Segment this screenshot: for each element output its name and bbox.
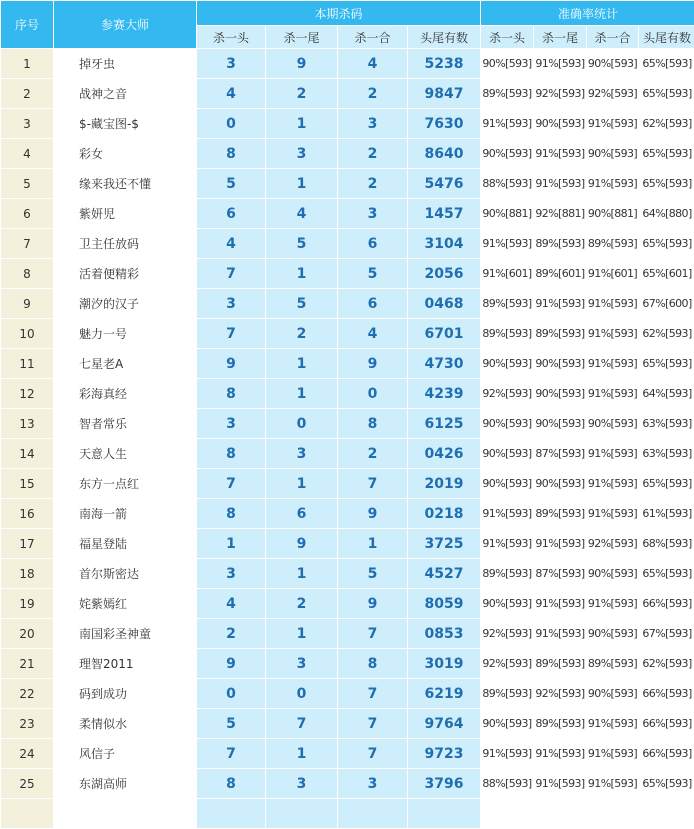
kill-tail: 1 xyxy=(266,349,337,378)
kill-tail: 3 xyxy=(266,139,337,168)
kill-tail: 5 xyxy=(266,229,337,258)
accuracy-sum: 89%[593] xyxy=(587,649,638,678)
kill-head: 4 xyxy=(197,589,265,618)
kill-head: 6 xyxy=(197,199,265,228)
accuracy-tail: 90%[593] xyxy=(534,409,586,438)
accuracy-tail: 90%[593] xyxy=(534,349,586,378)
kill-tail: 1 xyxy=(266,559,337,588)
kill-tail: 2 xyxy=(266,589,337,618)
kill-tail: 1 xyxy=(266,379,337,408)
master-name-link[interactable]: 魅力一号 xyxy=(54,319,196,348)
accuracy-head-tail: 65%[593] xyxy=(639,349,694,378)
kill-tail: 1 xyxy=(266,469,337,498)
master-name-link[interactable]: 南海一箭 xyxy=(54,499,196,528)
row-index: 25 xyxy=(1,769,53,798)
accuracy-tail: 89%[593] xyxy=(534,709,586,738)
accuracy-head: 89%[593] xyxy=(481,79,533,108)
subheader-kill-sum: 杀一合 xyxy=(338,26,407,48)
kill-head: 3 xyxy=(197,409,265,438)
subheader-kill-head: 杀一头 xyxy=(197,26,265,48)
kill-head: 9 xyxy=(197,349,265,378)
head-tail-number: 1457 xyxy=(408,199,480,228)
row-index: 2 xyxy=(1,79,53,108)
accuracy-tail: 91%[593] xyxy=(534,49,586,78)
kill-head: 9 xyxy=(197,649,265,678)
table-row xyxy=(1,319,694,348)
kill-head xyxy=(197,799,265,828)
head-tail-number: 0426 xyxy=(408,439,480,468)
kill-tail: 4 xyxy=(266,199,337,228)
kill-sum: 7 xyxy=(338,709,407,738)
kill-head: 8 xyxy=(197,499,265,528)
accuracy-head-tail: 65%[593] xyxy=(639,49,694,78)
subheader-kill-tail: 杀一尾 xyxy=(266,26,337,48)
kill-sum: 0 xyxy=(338,379,407,408)
kill-tail: 1 xyxy=(266,169,337,198)
accuracy-sum: 90%[593] xyxy=(587,409,638,438)
kill-sum: 6 xyxy=(338,229,407,258)
master-name-link[interactable]: 卫主任放码 xyxy=(54,229,196,258)
kill-head: 8 xyxy=(197,439,265,468)
accuracy-head: 91%[593] xyxy=(481,229,533,258)
accuracy-head: 90%[593] xyxy=(481,589,533,618)
kill-head: 8 xyxy=(197,379,265,408)
accuracy-head: 90%[593] xyxy=(481,709,533,738)
head-tail-number: 2019 xyxy=(408,469,480,498)
row-index: 7 xyxy=(1,229,53,258)
kill-sum: 9 xyxy=(338,499,407,528)
head-tail-number: 6701 xyxy=(408,319,480,348)
kill-sum: 8 xyxy=(338,409,407,438)
accuracy-head: 92%[593] xyxy=(481,379,533,408)
master-name-link[interactable]: 掉牙虫 xyxy=(54,49,196,78)
accuracy-head-tail: 67%[600] xyxy=(639,289,694,318)
head-tail-number: 9764 xyxy=(408,709,480,738)
accuracy-sum: 91%[593] xyxy=(587,589,638,618)
accuracy-sum: 90%[593] xyxy=(587,679,638,708)
kill-head: 7 xyxy=(197,469,265,498)
accuracy-head-tail: 68%[593] xyxy=(639,529,694,558)
table-row xyxy=(1,499,694,528)
kill-tail: 3 xyxy=(266,649,337,678)
master-name-link[interactable]: 智者常乐 xyxy=(54,409,196,438)
accuracy-tail: 90%[593] xyxy=(534,379,586,408)
kill-head: 7 xyxy=(197,259,265,288)
accuracy-tail: 89%[593] xyxy=(534,229,586,258)
row-index: 12 xyxy=(1,379,53,408)
kill-tail: 7 xyxy=(266,709,337,738)
kill-sum: 5 xyxy=(338,559,407,588)
accuracy-sum: 92%[593] xyxy=(587,79,638,108)
master-name-link[interactable]: 风信子 xyxy=(54,739,196,768)
accuracy-head-tail: 61%[593] xyxy=(639,499,694,528)
row-index: 5 xyxy=(1,169,53,198)
subheader-acc-tail: 杀一尾 xyxy=(534,26,586,48)
accuracy-head-tail: 63%[593] xyxy=(639,439,694,468)
accuracy-head: 92%[593] xyxy=(481,619,533,648)
row-index: 21 xyxy=(1,649,53,678)
head-tail-number: 3019 xyxy=(408,649,480,678)
accuracy-head-tail: 64%[593] xyxy=(639,379,694,408)
accuracy-head-tail: 65%[593] xyxy=(639,469,694,498)
table-row xyxy=(1,49,694,78)
kill-tail: 5 xyxy=(266,289,337,318)
accuracy-sum: 90%[593] xyxy=(587,559,638,588)
master-name-link[interactable]: 七星老A xyxy=(54,349,196,378)
accuracy-sum: 91%[593] xyxy=(587,289,638,318)
accuracy-sum: 90%[881] xyxy=(587,199,638,228)
master-name-link[interactable]: 东方一点红 xyxy=(54,469,196,498)
master-name-link[interactable]: $-藏宝图-$ xyxy=(54,109,196,138)
kill-head: 8 xyxy=(197,769,265,798)
master-name-link[interactable]: 紫妍児 xyxy=(54,199,196,228)
head-tail-number: 6125 xyxy=(408,409,480,438)
head-tail-number: 0468 xyxy=(408,289,480,318)
kill-sum: 9 xyxy=(338,349,407,378)
row-index: 9 xyxy=(1,289,53,318)
kill-tail: 6 xyxy=(266,499,337,528)
accuracy-sum: 91%[593] xyxy=(587,709,638,738)
header-current-kill: 本期杀码 xyxy=(197,1,480,25)
header-index: 序号 xyxy=(1,1,53,48)
kill-sum: 4 xyxy=(338,49,407,78)
table-row xyxy=(1,409,694,438)
table-row xyxy=(1,79,694,108)
master-name-link[interactable]: 缘来我还不懂 xyxy=(54,169,196,198)
kill-head: 5 xyxy=(197,709,265,738)
kill-head: 4 xyxy=(197,79,265,108)
master-name-link[interactable]: 福星登陆 xyxy=(54,529,196,558)
table-row xyxy=(1,649,694,678)
accuracy-head: 91%[593] xyxy=(481,739,533,768)
head-tail-number: 5238 xyxy=(408,49,480,78)
head-tail-number: 4730 xyxy=(408,349,480,378)
kill-sum: 2 xyxy=(338,139,407,168)
accuracy-tail: 92%[593] xyxy=(534,79,586,108)
table-row xyxy=(1,709,694,738)
kill-sum xyxy=(338,799,407,828)
accuracy-tail: 89%[593] xyxy=(534,319,586,348)
row-index: 14 xyxy=(1,439,53,468)
accuracy-sum: 91%[593] xyxy=(587,739,638,768)
accuracy-tail: 91%[593] xyxy=(534,589,586,618)
accuracy-head xyxy=(481,799,533,828)
kill-head: 3 xyxy=(197,289,265,318)
accuracy-head-tail: 66%[593] xyxy=(639,679,694,708)
table-row xyxy=(1,559,694,588)
accuracy-head-tail: 66%[593] xyxy=(639,739,694,768)
kill-sum: 8 xyxy=(338,649,407,678)
head-tail-number: 7630 xyxy=(408,109,480,138)
accuracy-head-tail: 63%[593] xyxy=(639,409,694,438)
kill-tail: 3 xyxy=(266,439,337,468)
row-index: 13 xyxy=(1,409,53,438)
table-row xyxy=(1,739,694,768)
row-index: 8 xyxy=(1,259,53,288)
head-tail-number: 4527 xyxy=(408,559,480,588)
head-tail-number: 3104 xyxy=(408,229,480,258)
master-name-link[interactable]: 码到成功 xyxy=(54,679,196,708)
head-tail-number xyxy=(408,799,480,828)
accuracy-head: 89%[593] xyxy=(481,559,533,588)
table-row xyxy=(1,469,694,498)
kill-head: 2 xyxy=(197,619,265,648)
master-name-link[interactable] xyxy=(54,799,196,828)
kill-tail: 1 xyxy=(266,739,337,768)
row-index: 11 xyxy=(1,349,53,378)
head-tail-number: 3796 xyxy=(408,769,480,798)
head-tail-number: 8640 xyxy=(408,139,480,168)
head-tail-number: 4239 xyxy=(408,379,480,408)
accuracy-tail: 87%[593] xyxy=(534,439,586,468)
row-index: 17 xyxy=(1,529,53,558)
master-name-link[interactable]: 天意人生 xyxy=(54,439,196,468)
accuracy-sum: 91%[601] xyxy=(587,259,638,288)
accuracy-head-tail: 66%[593] xyxy=(639,589,694,618)
accuracy-sum: 91%[593] xyxy=(587,319,638,348)
kill-sum: 2 xyxy=(338,169,407,198)
kill-sum: 1 xyxy=(338,529,407,558)
kill-sum: 6 xyxy=(338,289,407,318)
accuracy-head-tail: 62%[593] xyxy=(639,319,694,348)
accuracy-tail: 90%[593] xyxy=(534,109,586,138)
row-index: 16 xyxy=(1,499,53,528)
subheader-acc-sum: 杀一合 xyxy=(587,26,638,48)
master-name-link[interactable]: 柔情似水 xyxy=(54,709,196,738)
kill-sum: 4 xyxy=(338,319,407,348)
accuracy-tail: 91%[593] xyxy=(534,619,586,648)
accuracy-head: 91%[601] xyxy=(481,259,533,288)
accuracy-tail: 90%[593] xyxy=(534,469,586,498)
accuracy-tail xyxy=(534,799,586,828)
kill-sum: 7 xyxy=(338,469,407,498)
accuracy-sum: 92%[593] xyxy=(587,529,638,558)
accuracy-head: 88%[593] xyxy=(481,169,533,198)
accuracy-head-tail xyxy=(639,799,694,828)
subheader-acc-head: 杀一头 xyxy=(481,26,533,48)
row-index: 4 xyxy=(1,139,53,168)
accuracy-tail: 91%[593] xyxy=(534,529,586,558)
master-name-link[interactable]: 彩女 xyxy=(54,139,196,168)
accuracy-tail: 91%[593] xyxy=(534,139,586,168)
accuracy-head: 90%[593] xyxy=(481,139,533,168)
table-row xyxy=(1,619,694,648)
accuracy-head-tail: 64%[880] xyxy=(639,199,694,228)
accuracy-head: 90%[593] xyxy=(481,469,533,498)
master-name-link[interactable]: 首尔斯密达 xyxy=(54,559,196,588)
kill-head: 3 xyxy=(197,559,265,588)
kill-head: 3 xyxy=(197,49,265,78)
table-row xyxy=(1,199,694,228)
accuracy-head-tail: 67%[593] xyxy=(639,619,694,648)
table-row xyxy=(1,379,694,408)
header-master: 参赛大师 xyxy=(54,1,196,48)
accuracy-sum: 90%[593] xyxy=(587,49,638,78)
head-tail-number: 5476 xyxy=(408,169,480,198)
accuracy-sum: 91%[593] xyxy=(587,379,638,408)
accuracy-tail: 87%[593] xyxy=(534,559,586,588)
table-row xyxy=(1,439,694,468)
subheader-head-tail: 头尾有数 xyxy=(408,26,480,48)
kill-tail: 3 xyxy=(266,769,337,798)
accuracy-tail: 92%[881] xyxy=(534,199,586,228)
row-index: 23 xyxy=(1,709,53,738)
accuracy-head: 89%[593] xyxy=(481,289,533,318)
table-row xyxy=(1,169,694,198)
table-row xyxy=(1,679,694,708)
kill-tail: 2 xyxy=(266,79,337,108)
head-tail-number: 9723 xyxy=(408,739,480,768)
accuracy-sum: 90%[593] xyxy=(587,139,638,168)
table-row xyxy=(1,529,694,558)
head-tail-number: 2056 xyxy=(408,259,480,288)
kill-tail: 9 xyxy=(266,49,337,78)
kill-tail: 1 xyxy=(266,109,337,138)
table-body xyxy=(1,49,694,828)
kill-sum: 9 xyxy=(338,589,407,618)
accuracy-head-tail: 65%[593] xyxy=(639,169,694,198)
kill-tail xyxy=(266,799,337,828)
head-tail-number: 8059 xyxy=(408,589,480,618)
accuracy-head-tail: 66%[593] xyxy=(639,709,694,738)
kill-head: 0 xyxy=(197,109,265,138)
kill-sum: 2 xyxy=(338,79,407,108)
table-row xyxy=(1,589,694,618)
accuracy-head: 88%[593] xyxy=(481,769,533,798)
kill-head: 7 xyxy=(197,319,265,348)
master-name-link[interactable]: 南国彩圣神童 xyxy=(54,619,196,648)
row-index: 1 xyxy=(1,49,53,78)
head-tail-number: 3725 xyxy=(408,529,480,558)
accuracy-head: 90%[593] xyxy=(481,49,533,78)
accuracy-head-tail: 65%[593] xyxy=(639,769,694,798)
kill-sum: 3 xyxy=(338,109,407,138)
table-row xyxy=(1,139,694,168)
accuracy-head-tail: 65%[601] xyxy=(639,259,694,288)
accuracy-head-tail: 62%[593] xyxy=(639,109,694,138)
kill-head: 7 xyxy=(197,739,265,768)
subheader-acc-head-tail: 头尾有数 xyxy=(639,26,694,48)
kill-head: 5 xyxy=(197,169,265,198)
row-index: 19 xyxy=(1,589,53,618)
kill-sum: 2 xyxy=(338,439,407,468)
accuracy-head: 89%[593] xyxy=(481,319,533,348)
accuracy-head: 91%[593] xyxy=(481,529,533,558)
kill-sum: 5 xyxy=(338,259,407,288)
table-row xyxy=(1,799,694,828)
kill-sum: 7 xyxy=(338,739,407,768)
master-name-link[interactable]: 潮汐的汉子 xyxy=(54,289,196,318)
accuracy-sum: 91%[593] xyxy=(587,109,638,138)
accuracy-head: 92%[593] xyxy=(481,649,533,678)
row-index: 20 xyxy=(1,619,53,648)
kill-sum: 7 xyxy=(338,679,407,708)
row-index: 3 xyxy=(1,109,53,138)
kill-tail: 2 xyxy=(266,319,337,348)
kill-tail: 0 xyxy=(266,409,337,438)
master-name-link[interactable]: 战神之音 xyxy=(54,79,196,108)
accuracy-head: 89%[593] xyxy=(481,679,533,708)
kill-head: 1 xyxy=(197,529,265,558)
accuracy-tail: 91%[593] xyxy=(534,769,586,798)
accuracy-tail: 89%[593] xyxy=(534,649,586,678)
accuracy-head: 90%[593] xyxy=(481,409,533,438)
head-tail-number: 0853 xyxy=(408,619,480,648)
kill-tail: 0 xyxy=(266,679,337,708)
accuracy-tail: 89%[601] xyxy=(534,259,586,288)
kill-sum: 3 xyxy=(338,769,407,798)
kill-tail: 9 xyxy=(266,529,337,558)
accuracy-head: 90%[593] xyxy=(481,439,533,468)
accuracy-head: 91%[593] xyxy=(481,499,533,528)
accuracy-head: 90%[881] xyxy=(481,199,533,228)
accuracy-tail: 89%[593] xyxy=(534,499,586,528)
head-tail-number: 6219 xyxy=(408,679,480,708)
accuracy-tail: 91%[593] xyxy=(534,289,586,318)
accuracy-head-tail: 62%[593] xyxy=(639,649,694,678)
accuracy-sum: 91%[593] xyxy=(587,469,638,498)
row-index xyxy=(1,799,53,828)
table-row xyxy=(1,229,694,258)
accuracy-sum: 89%[593] xyxy=(587,229,638,258)
accuracy-tail: 92%[593] xyxy=(534,679,586,708)
accuracy-sum: 91%[593] xyxy=(587,169,638,198)
accuracy-head: 90%[593] xyxy=(481,349,533,378)
table-row xyxy=(1,109,694,138)
kill-sum: 7 xyxy=(338,619,407,648)
kill-sum: 3 xyxy=(338,199,407,228)
table-row xyxy=(1,289,694,318)
master-name-link[interactable]: 活着便精彩 xyxy=(54,259,196,288)
accuracy-head-tail: 65%[593] xyxy=(639,229,694,258)
accuracy-tail: 91%[593] xyxy=(534,169,586,198)
kill-tail: 1 xyxy=(266,259,337,288)
table-row xyxy=(1,769,694,798)
accuracy-sum: 90%[593] xyxy=(587,619,638,648)
table-row xyxy=(1,259,694,288)
row-index: 6 xyxy=(1,199,53,228)
accuracy-sum: 91%[593] xyxy=(587,499,638,528)
kill-tail: 1 xyxy=(266,619,337,648)
row-index: 22 xyxy=(1,679,53,708)
accuracy-sum: 91%[593] xyxy=(587,769,638,798)
master-name-link[interactable]: 姹紫嫣红 xyxy=(54,589,196,618)
accuracy-sum: 91%[593] xyxy=(587,349,638,378)
row-index: 18 xyxy=(1,559,53,588)
accuracy-sum xyxy=(587,799,638,828)
kill-head: 0 xyxy=(197,679,265,708)
row-index: 15 xyxy=(1,469,53,498)
master-name-link[interactable]: 东湖高师 xyxy=(54,769,196,798)
accuracy-tail: 91%[593] xyxy=(534,739,586,768)
accuracy-head-tail: 65%[593] xyxy=(639,559,694,588)
head-tail-number: 9847 xyxy=(408,79,480,108)
table-row xyxy=(1,349,694,378)
row-index: 24 xyxy=(1,739,53,768)
accuracy-sum: 91%[593] xyxy=(587,439,638,468)
kill-head: 4 xyxy=(197,229,265,258)
master-name-link[interactable]: 理智2011 xyxy=(54,649,196,678)
row-index: 10 xyxy=(1,319,53,348)
accuracy-head-tail: 65%[593] xyxy=(639,139,694,168)
accuracy-head-tail: 65%[593] xyxy=(639,79,694,108)
accuracy-head: 91%[593] xyxy=(481,109,533,138)
head-tail-number: 0218 xyxy=(408,499,480,528)
master-name-link[interactable]: 彩海真经 xyxy=(54,379,196,408)
kill-head: 8 xyxy=(197,139,265,168)
header-accuracy: 准确率统计 xyxy=(481,1,694,25)
